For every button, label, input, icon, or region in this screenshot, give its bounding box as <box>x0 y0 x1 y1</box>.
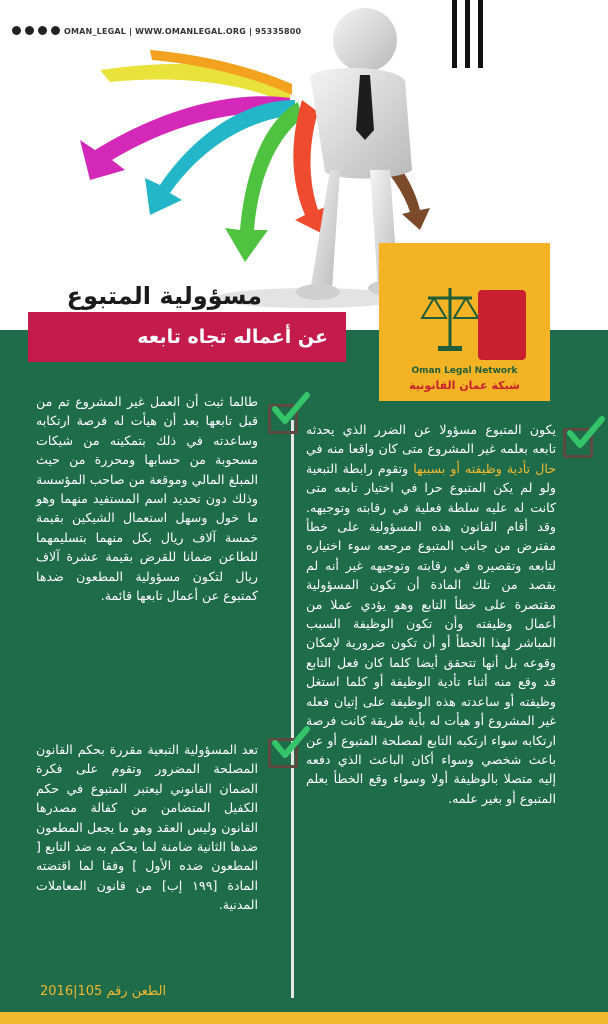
right-paragraph-end: وتقوم رابطة التبعية ولو لم يكن المتبوع حرا في اختيار تابعه متى كانت له عليه سلطة فعلية في رقابته وتوجيهه. وقد أقام القانون هذه المسؤولية على خطأ مفترض من جانب المتبوع مرجعه سوء اختياره لتابعه وتقصيره في رقابته وتوجيهه غير أنه لم يقصد من تلك المادة أن تكون المسؤولية مقتصرة على خطأ التابع وهو يؤدي عملا من أعمال وظيفته وأن تكون الوظيفة السبب المباشر لهذا الخطأ أو أن تكون ضرورية لإمكان وقوعه بل أنها تتحقق أيضا كلما كان فعل التابع قد وقع منه أثناء تأدية الوظيفة أو كلما استغل وظيفته أو ساعدته هذه الوظيفة على إتيان فعله غير المشروع أو هيأت له بأية طريقة كانت فرصة ارتكابه سواء ارتكبه التابع لمصلحة المتبوع أو عن باعث شخصي وسواء أكان الباعث الذي دفعه إليه متصلا بالوظيفة أولا وسواء وقع الخطأ بعلم المتبوع أو بغير علمه. <box>306 460 556 806</box>
scales-icon <box>420 280 480 360</box>
footer-band <box>0 1012 608 1024</box>
right-column-paragraph <box>306 420 556 808</box>
checkmark-icon <box>271 729 311 759</box>
left-column-paragraph-2: تعد المسؤولية التبعية مقررة بحكم القانون المصلحة المضرور وتقوم على فكرة الضمان القانوني ليعتبر المتبوع في حكم الكفيل المتضامن من كفالة مصدرها القانون وليس العقد وهو ما يجعل المطعون ضدها الثانية ضامنة لما يحكم به ضد التابع [ المطعون ضده الأول ] وفقا لما اقتضته المادة [١٩٩ إب] من قانون المعاملات المدنية. <box>36 742 258 913</box>
logo-name-en: Oman Legal Network <box>411 366 518 376</box>
checkmark-right-1 <box>563 428 593 458</box>
twitter-icon[interactable] <box>25 26 34 35</box>
page-title: مسؤولية المتبوع <box>66 282 262 310</box>
checkmark-left-1 <box>268 404 298 434</box>
checkmark-icon <box>566 419 606 449</box>
case-number: الطعن رقم 105|2016 <box>40 984 167 999</box>
left-column-paragraph-1: طالما ثبت أن العمل غير المشروع تم من قبل تابعها بعد أن هيأت له فرصة ارتكابه وساعدته في ذلك بتمكينه من شيكات مسحوبة من حسابها ومحررة من حيث المبلغ المالي وموقعة من صاحب المؤسسة وذلك دون تحديد اسم المستفيد منهما وهو ما خول وسهل استعمال الشيكين بقيمة خمسة آلاف ريال بكل منهما بتسليمهما للطاعن ضمانا للقرض بقيمة عشرة آلاف ريال لتكون مسؤولية المطعون ضدها كمتبوع عن أعمال تابعها قائمة. <box>36 394 258 604</box>
right-paragraph-start: يكون المتبوع مسؤولا عن الضرر الذي يحدثه تابعه بعلمه غير المشروع متى كان واقعا منه في <box>306 422 556 457</box>
contact-line: OMAN_LEGAL | WWW.OMANLEGAL.ORG | 95335800 <box>64 27 302 36</box>
checkmark-left-2 <box>268 738 298 768</box>
right-paragraph-highlight: حال تأدية وظيفته أو بسببها <box>413 460 556 476</box>
logo-name-ar: شبكة عمان القانونية <box>409 379 520 392</box>
logo-emblem <box>478 290 526 360</box>
checkmark-icon <box>271 395 311 425</box>
facebook-icon[interactable] <box>12 26 21 35</box>
page-subtitle: عن أعماله تجاه تابعه <box>137 326 328 348</box>
column-divider <box>291 420 294 998</box>
